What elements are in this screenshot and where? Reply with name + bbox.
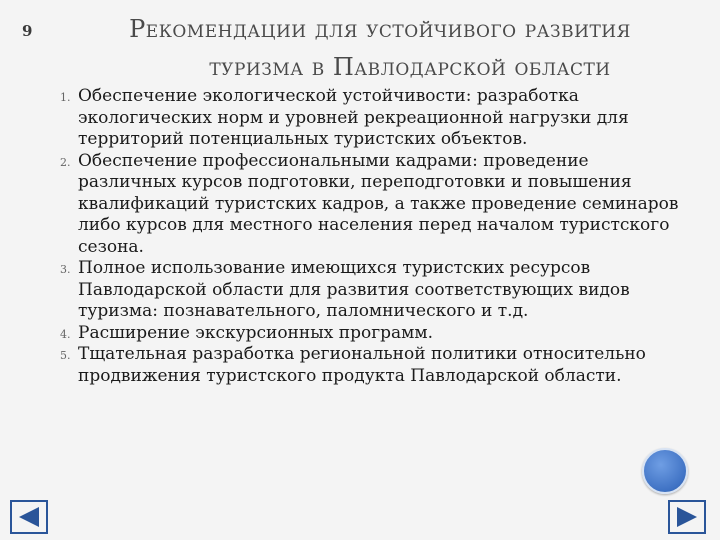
list-item-number: 3. <box>60 263 71 276</box>
list-item-number: 2. <box>60 155 71 169</box>
list-item-text: Обеспечение экологической устойчивости: разработка экологических норм и уровней рекреационной нагрузки для территорий потенциальных туристских объектов. <box>78 86 629 149</box>
previous-slide-triangle-icon <box>15 505 43 529</box>
next-slide-triangle-icon <box>673 505 701 529</box>
list-item-number: 1. <box>60 91 71 104</box>
title-line-2: туризма в Павлодарской области <box>209 53 611 81</box>
title-line-1: Рекомендации для устойчивого развития <box>129 15 631 43</box>
list-item <box>60 258 680 323</box>
slide-title <box>60 10 700 86</box>
slide-number: 9 <box>22 22 33 40</box>
list-item-text: Тщательная разработка региональной политики относительно продвижения туристского продукта Павлодарской области. <box>78 344 646 386</box>
recommendations-list <box>60 86 680 387</box>
next-slide-button[interactable] <box>668 500 706 534</box>
list-item-text: Обеспечение профессиональными кадрами: проведение различных курсов подготовки, переподготовки и повышения квалификаций туристских кадров, а также проведение семинаров либо курсов для местного населения перед началом туристского сезона. <box>78 150 679 257</box>
decorative-circle <box>642 448 688 494</box>
list-item-number: 5. <box>60 349 71 362</box>
previous-slide-button[interactable] <box>10 500 48 534</box>
list-item-text: Расширение экскурсионных программ. <box>78 322 433 343</box>
list-item-number: 4. <box>60 327 71 341</box>
list-item <box>60 323 680 345</box>
list-item-text: Полное использование имеющихся туристских ресурсов Павлодарской области для развития соответствующих видов туризма: познавательного, паломнического и т.д. <box>78 258 630 321</box>
list-item <box>60 86 680 151</box>
list-item <box>60 344 680 387</box>
list-item <box>60 151 680 259</box>
